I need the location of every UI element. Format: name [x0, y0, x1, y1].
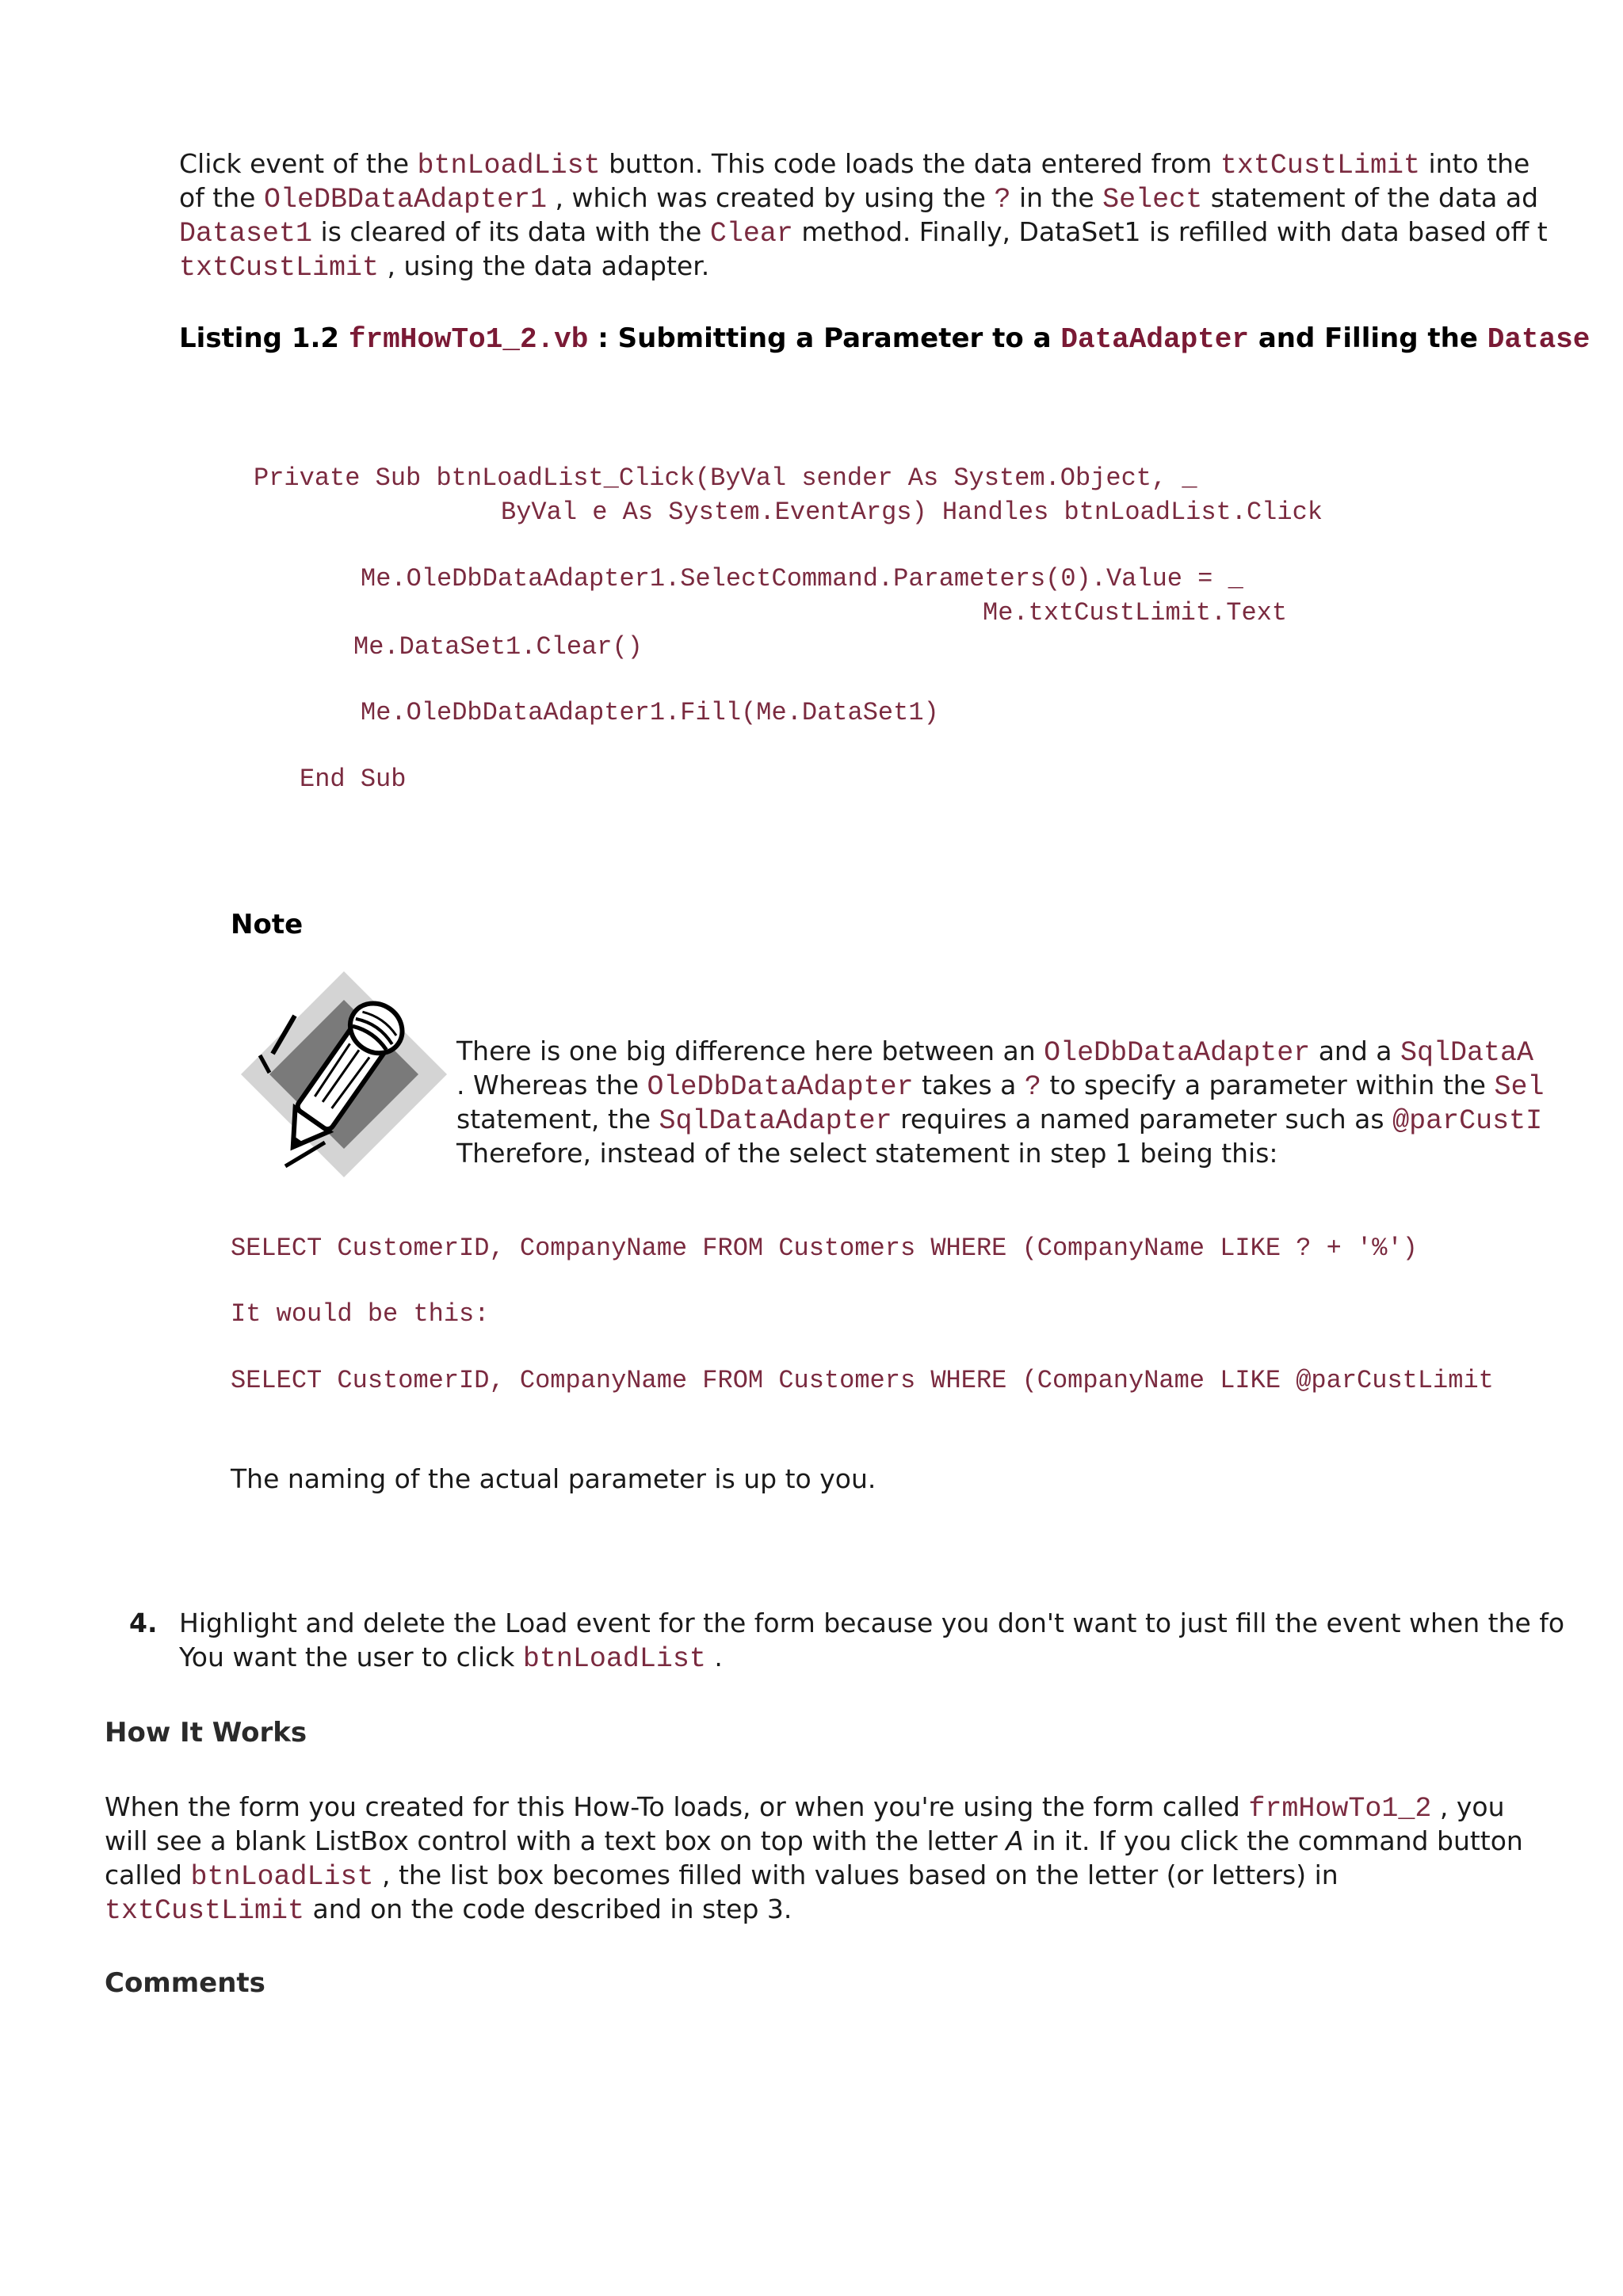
note-line-1: There is one big difference here between an OleDbDataAdapter and a SqlDataA [456, 1035, 1534, 1069]
how-line-2: will see a blank ListBox control with a text box on top with the letter A in it. If you click the command button [105, 1825, 1523, 1856]
note-closing: The naming of the actual parameter is up to you. [231, 1463, 876, 1494]
sql-line-1: SELECT CustomerID, CompanyName FROM Customers WHERE (CompanyName LIKE ? + '%') [231, 1234, 1418, 1263]
step-number: 4. [129, 1608, 158, 1638]
sql-block [231, 1232, 1542, 1406]
note-line-2: . Whereas the OleDbDataAdapter takes a ? to specify a parameter within the Sel [456, 1070, 1545, 1103]
code-line-1: Private Sub btnLoadList_Click(ByVal sender As System.Object, _ [254, 463, 1197, 493]
intro-line-3: Dataset1 is cleared of its data with the Clear method. Finally, DataSet1 is refilled with data based off t [179, 216, 1548, 250]
code-line-4: Me.txtCustLimit.Text [983, 598, 1288, 627]
sql-line-2: SELECT CustomerID, CompanyName FROM Customers WHERE (CompanyName LIKE @parCustLimit [231, 1366, 1494, 1395]
code-line-3: Me.OleDbDataAdapter1.SelectCommand.Parameters(0).Value = _ [361, 564, 1243, 593]
how-line-1: When the form you created for this How-To loads, or when you're using the form called frmHowTo1_2 , you [105, 1791, 1505, 1825]
step-4-line-2: You want the user to click btnLoadList . [179, 1642, 723, 1675]
note-line-3: statement, the SqlDataAdapter requires a named parameter such as @parCustI [456, 1104, 1543, 1137]
code-line-5: Me.DataSet1.Clear() [353, 632, 643, 662]
step-4-line-1: Highlight and delete the Load event for the form because you don't want to just fill the event when the fo [179, 1608, 1565, 1638]
code-line-2: ByVal e As System.EventArgs) Handles btnLoadList.Click [501, 498, 1323, 527]
note-line-4: Therefore, instead of the select statement in step 1 being this: [456, 1138, 1278, 1169]
pencil-note-icon [238, 968, 450, 1180]
code-line-7: End Sub [300, 765, 407, 794]
intro-paragraph [179, 144, 1548, 287]
intro-line-4: txtCustLimit , using the data adapter. [179, 250, 710, 284]
intro-line-2: of the OleDBDataAdapter1 , which was created by using the ? in the Select statement of the data ad [179, 182, 1539, 215]
intro-line-1: Click event of the btnLoadList button. This code loads the data entered from txtCustLimit into the [179, 148, 1530, 181]
note-paragraph [456, 1032, 1545, 1174]
how-it-works-heading: How It Works [105, 1717, 307, 1749]
step-4-text [179, 1604, 1565, 1680]
how-line-4: txtCustLimit and on the code described in step 3. [105, 1894, 792, 1927]
how-it-works-paragraph [105, 1787, 1542, 1930]
sql-mid-text: It would be this: [231, 1299, 490, 1329]
code-line-6: Me.OleDbDataAdapter1.Fill(Me.DataSet1) [361, 698, 939, 727]
listing-title: Listing 1.2 frmHowTo1_2.vb : Submitting a Parameter to a DataAdapter and Filling the Datase [179, 322, 1591, 356]
listing-heading [179, 320, 1591, 360]
how-line-3: called btnLoadList , the list box becomes filled with values based on the letter (or letters) in [105, 1859, 1338, 1893]
note-title: Note [231, 909, 304, 940]
comments-heading: Comments [105, 1967, 265, 1999]
